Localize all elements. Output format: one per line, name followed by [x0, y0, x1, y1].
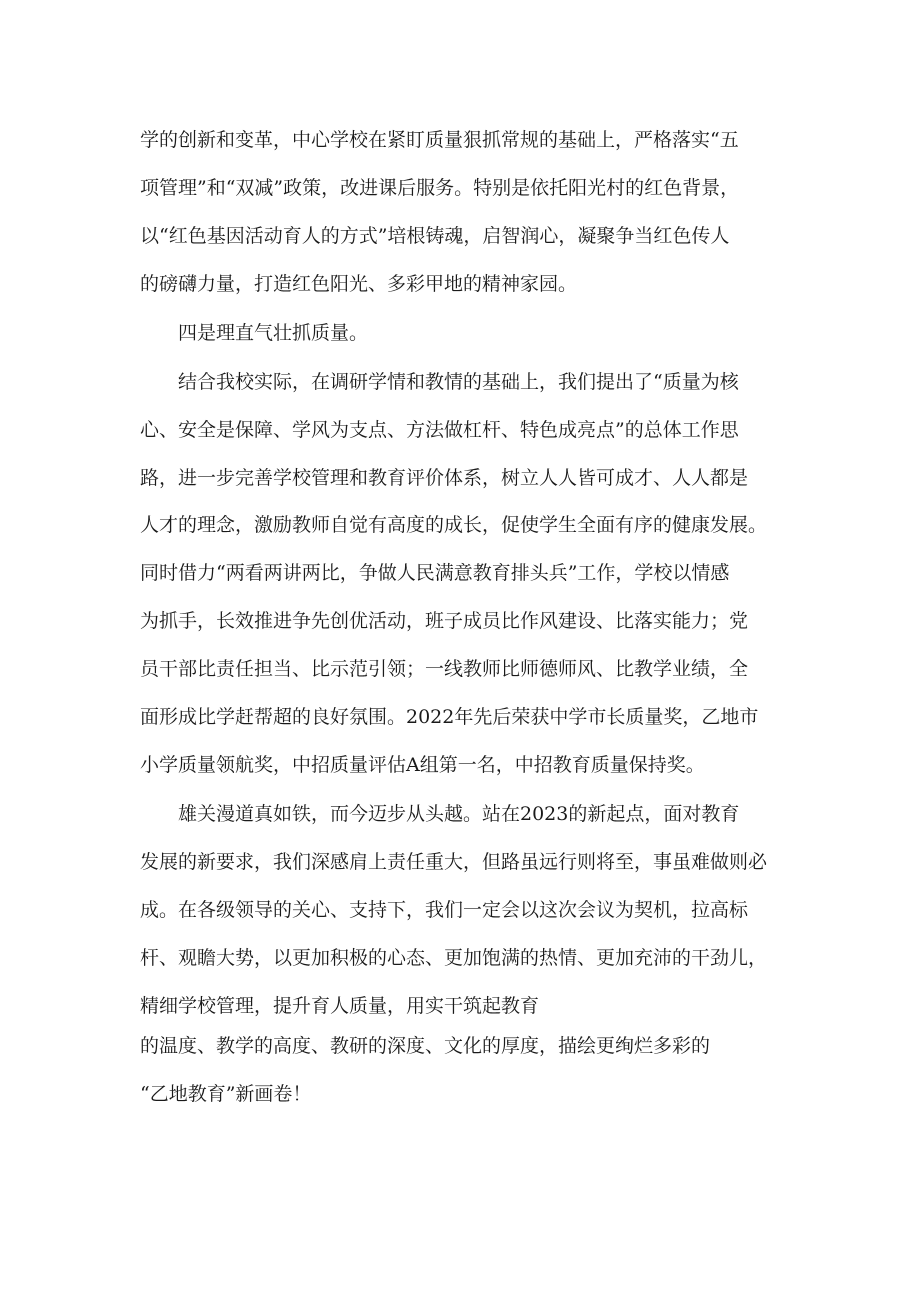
text-line: 同时借力“两看两讲两比，争做人民满意教育排头兵”工作，学校以情感: [140, 562, 730, 584]
text-line: 路，进一步完善学校管理和教育评价体系，树立人人皆可成才、人人都是: [140, 467, 749, 489]
text-line: 员干部比责任担当、比示范引领；一线教师比师德师风、比教学业绩，全: [140, 658, 749, 680]
text-line: 雄关漫道真如铁，而今迈步从头越。站在2023的新起点，面对教育: [178, 803, 740, 825]
text-line: 以“红色基因活动育人的方式”培根铸魂，启智润心，凝聚争当红色传人: [140, 225, 730, 247]
text-line: 心、安全是保障、学风为支点、方法做杠杆、特色成亮点”的总体工作思: [140, 419, 739, 441]
text-line: 为抓手，长效推进争先创优活动，班子成员比作风建设、比落实能力；党: [140, 610, 749, 632]
text-line: 发展的新要求，我们深感肩上责任重大，但路虽远行则将至，事虽难做则必: [140, 851, 768, 873]
text-line: 的温度、教学的高度、教研的深度、文化的厚度，描绘更绚烂多彩的: [140, 1035, 711, 1057]
text-line: 小学质量领航奖，中招质量评估A组第一名，中招教育质量保持奖。: [140, 754, 705, 776]
text-line: 的磅礴力量，打造红色阳光、多彩甲地的精神家园。: [140, 273, 578, 295]
text-line: “乙地教育”新画卷！: [140, 1083, 312, 1105]
text-line: 杆、观瞻大势，以更加积极的心态、更加饱满的热情、更加充沛的干劲儿，: [140, 947, 768, 969]
text-line: 成。在各级领导的关心、支持下，我们一定会以这次会议为契机，拉高标: [140, 899, 749, 921]
text-line: 结合我校实际，在调研学情和教情的基础上，我们提出了“质量为核: [178, 371, 739, 393]
text-line: 面形成比学赶帮超的良好氛围。2022年先后荣获中学市长质量奖，乙地市: [140, 706, 759, 728]
text-line: 项管理”和“双减”政策，改进课后服务。特别是依托阳光村的红色背景，: [140, 177, 740, 199]
text-line: 学的创新和变革，中心学校在紧盯质量狠抓常规的基础上，严格落实“五: [140, 129, 739, 151]
text-line: 精细学校管理，提升育人质量，用实干筑起教育: [140, 995, 540, 1017]
paragraph-heading: 四是理直气壮抓质量。: [178, 322, 369, 344]
text-line: 人才的理念，激励教师自觉有高度的成长，促使学生全面有序的健康发展。: [140, 514, 768, 536]
